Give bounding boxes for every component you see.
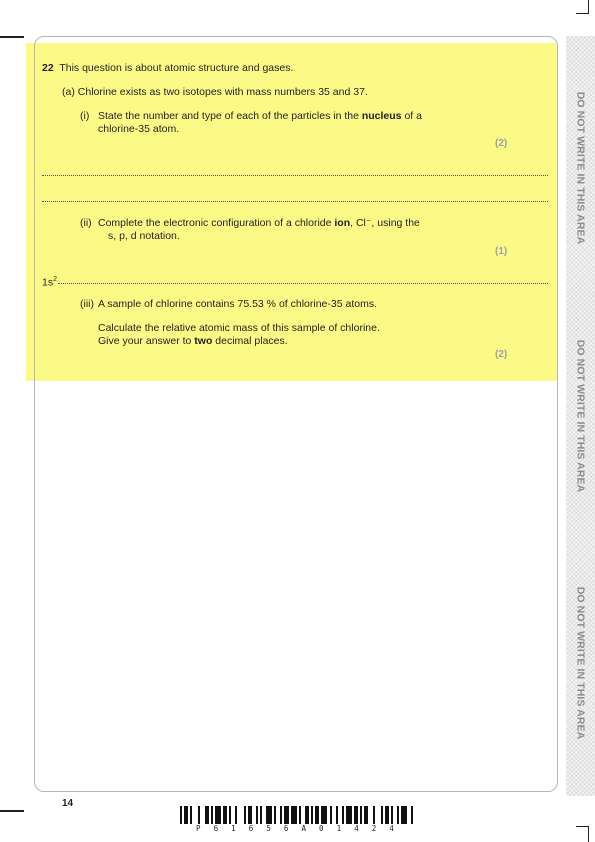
question-number: 22: [42, 62, 54, 74]
crop-mark-top-right-h: [576, 13, 589, 14]
sub-ii-label: (ii): [80, 217, 92, 229]
barcode-digit: 1: [336, 824, 342, 833]
bold-ion: ion: [334, 217, 351, 229]
sub-iii-label: (iii): [80, 298, 94, 310]
page-number: 14: [62, 798, 74, 809]
barcode-digit: 4: [389, 824, 394, 833]
barcode-digit: 6: [283, 824, 289, 833]
barcode-digit: P: [196, 824, 201, 833]
bold-nucleus: nucleus: [361, 110, 402, 122]
barcode-digit: 6: [213, 824, 219, 833]
question-intro-text: This question is about atomic structure and gases.: [59, 62, 294, 74]
sub-iii-line2: Calculate the relative atomic mass of this sample of chlorine.: [98, 322, 380, 334]
barcode-digit: 0: [319, 824, 324, 833]
crop-mark-bottom-left: [0, 810, 24, 812]
margin-label-bottom: DO NOT WRITE IN THIS AREA: [574, 586, 587, 740]
margin-label-middle: DO NOT WRITE IN THIS AREA: [574, 339, 587, 493]
barcode-digit: 1: [231, 824, 236, 833]
barcode-digit: 5: [266, 824, 271, 833]
sub-ii-line1: Complete the electronic configuration of a chloride ion, Cl⁻, using the: [98, 217, 420, 229]
sub-ii-marks: (1): [495, 246, 508, 257]
barcode-digit: 2: [371, 824, 377, 833]
part-a: [62, 86, 368, 99]
sub-ii-answer-prefix: $1s^2$: [42, 276, 57, 289]
question-intro: [42, 62, 293, 75]
part-a-stem: Chlorine exists as two isotopes with mass numbers 35 and 37.: [77, 86, 368, 98]
margin-label-top: DO NOT WRITE IN THIS AREA: [574, 91, 587, 245]
answer-line-1[interactable]: [42, 175, 548, 176]
sub-iii-line3: Give your answer to two decimal places.: [98, 335, 288, 347]
barcode-bars: [180, 806, 416, 824]
bold-two: two: [194, 335, 213, 347]
sub-iii-marks: (2): [495, 349, 508, 360]
sub-i-line1: State the number and type of each of the particles in the nucleus of a: [98, 110, 422, 122]
barcode: [180, 806, 416, 833]
sub-i-line2: chlorine-35 atom.: [98, 123, 180, 135]
answer-line-2[interactable]: [42, 201, 548, 202]
sub-iii-line1: A sample of chlorine contains 75.53 % of chlorine-35 atoms.: [98, 298, 377, 310]
sub-ii-line2: s, p, d notation.: [108, 230, 180, 242]
answer-line-config[interactable]: [58, 283, 548, 284]
sub-i-marks: (2): [495, 138, 508, 149]
crop-mark-bottom-right: [588, 826, 589, 842]
crop-mark-top-right: [588, 0, 589, 14]
barcode-digit: A: [301, 824, 306, 833]
barcode-digits: [180, 824, 416, 833]
sub-i-label: (i): [80, 110, 90, 122]
part-a-label: (a): [62, 86, 75, 98]
barcode-digit: 6: [248, 824, 254, 833]
crop-mark-bottom-right-h: [576, 826, 589, 827]
barcode-digit: 4: [354, 824, 359, 833]
crop-mark-top-left: [0, 36, 24, 38]
page-frame: [34, 36, 558, 792]
